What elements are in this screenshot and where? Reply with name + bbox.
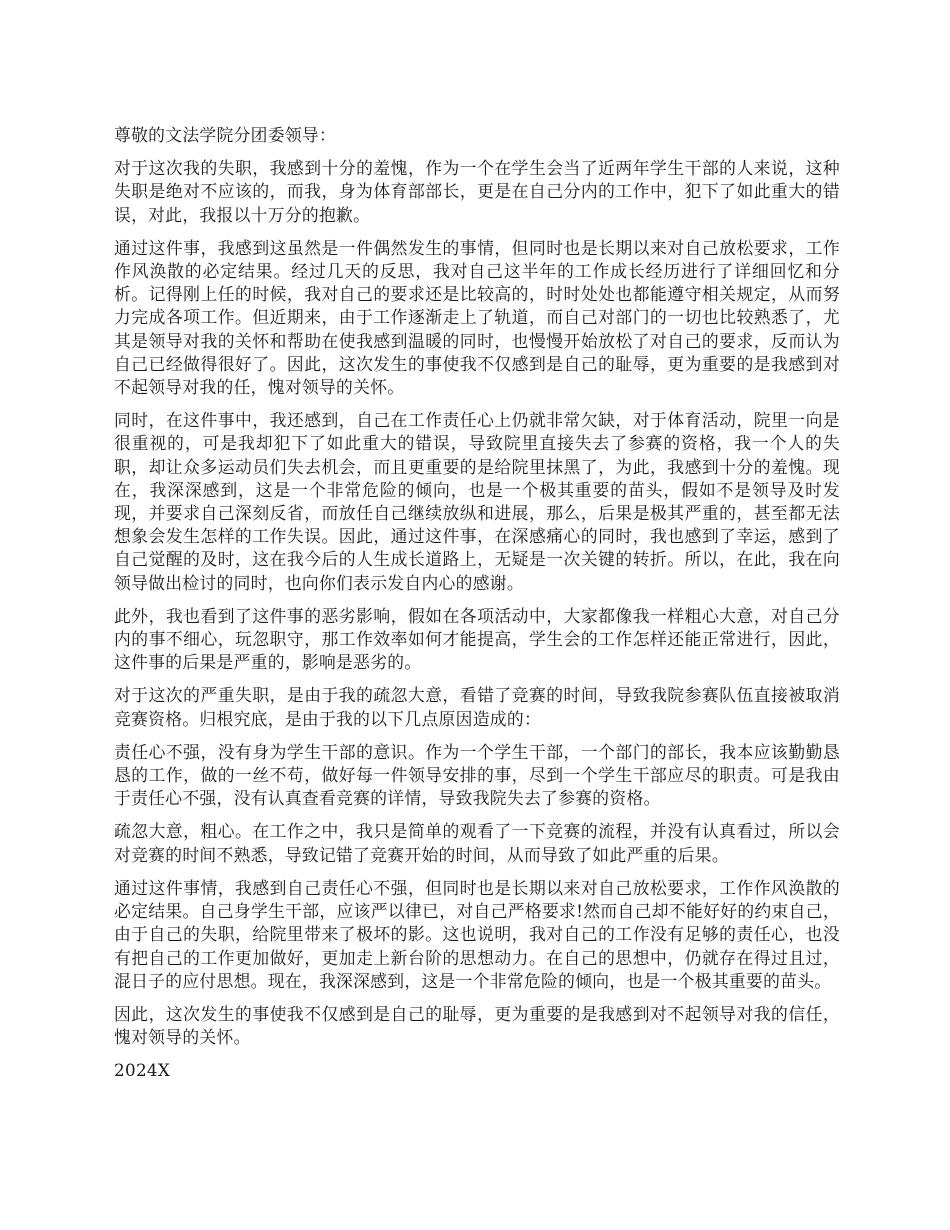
paragraph-9: 因此，这次发生的事使我不仅感到是自己的耻辱，更为重要的是我感到对不起领导对我的信任，愧对领导的关怀。 (114, 1003, 840, 1048)
paragraph-6: 责任心不强，没有身为学生干部的意识。作为一个学生干部，一个部门的部长，我本应该勤勤恳恳的工作，做的一丝不苟，做好每一件领导安排的事，尽到一个学生干部应尽的职责。可是我由于责任心不强，没有认真查看竞赛的详情，导致我院失去了参赛的资格。 (114, 741, 840, 809)
paragraph-2: 通过这件事，我感到这虽然是一件偶然发生的事情，但同时也是长期以来对自己放松要求，工作作风涣散的必定结果。经过几天的反思，我对自己这半年的工作成长经历进行了详细回忆和分析。记得刚上任的时候，我对自己的要求还是比较高的，时时处处也都能遵守相关规定，从而努力完成各项工作。但近期来，由于工作逐渐走上了轨道，而自己对部门的一切也比较熟悉了，尤其是领导对我的关怀和帮助在使我感到温暖的同时，也慢慢开始放松了对自己的要求，反而认为自己已经做得很好了。因此，这次发生的事使我不仅感到是自己的耻辱，更为重要的是我感到对不起领导对我的任，愧对领导的关怀。 (114, 237, 840, 398)
paragraph-5: 对于这次的严重失职，是由于我的疏忽大意，看错了竞赛的时间，导致我院参赛队伍直接被取消竞赛资格。归根究底，是由于我的以下几点原因造成的： (114, 685, 840, 729)
signature-date: 2024X (114, 1060, 171, 1081)
paragraph-8: 通过这件事情，我感到自己责任心不强，但同时也是长期以来对自己放松要求，工作作风涣散的必定结果。自己身学生干部，应该严以律已，对自己严格要求!然而自己却不能好好的约束自己，由于自己的失职，给院里带来了极坏的影。这也说明，我对自己的工作没有足够的责任心，也没有把自己的工作更加做好，更加走上新台阶的思想动力。在自己的思想中，仍就存在得过且过，混日子的应付思想。现在，我深深感到，这是一个非常危险的倾向，也是一个极其重要的苗头。 (114, 877, 840, 991)
paragraph-3: 同时，在这件事中，我还感到，自己在工作责任心上仍就非常欠缺，对于体育活动，院里一向是很重视的，可是我却犯下了如此重大的错误，导致院里直接失去了参赛的资格，我一个人的失职，却让众多运动员们失去机会，而且更重要的是给院里抹黑了，为此，我感到十分的羞愧。现在，我深深感到，这是一个非常危险的倾向，也是一个极其重要的苗头，假如不是领导及时发现，并要求自己深刻反省，而放任自己继续放纵和进展，那么，后果是极其严重的，甚至都无法想象会发生怎样的工作失误。因此，通过这件事，在深感痛心的同时，我也感到了幸运，感到了自己觉醒的及时，这在我今后的人生成长道路上，无疑是一次关键的转折。所以，在此，我在向领导做出检讨的同时，也向你们表示发自内心的感谢。 (114, 410, 840, 593)
paragraph-4: 此外，我也看到了这件事的恶劣影响，假如在各项活动中，大家都像我一样粗心大意，对自己分内的事不细心，玩忽职守，那工作效率如何才能提高，学生会的工作怎样还能正常进行，因此，这件事的后果是严重的，影响是恶劣的。 (114, 605, 840, 673)
paragraph-7: 疏忽大意，粗心。在工作之中，我只是简单的观看了一下竞赛的流程，并没有认真看过，所以会对竞赛的时间不熟悉，导致记错了竞赛开始的时间，从而导致了如此严重的后果。 (114, 821, 840, 865)
letter-document (114, 124, 840, 1093)
paragraph-1: 对于这次我的失职，我感到十分的羞愧，作为一个在学生会当了近两年学生干部的人来说，这种失职是绝对不应该的，而我，身为体育部部长，更是在自己分内的工作中，犯下了如此重大的错误，对此，我报以十万分的抱歉。 (114, 158, 840, 225)
salutation: 尊敬的文法学院分团委领导： (114, 125, 337, 145)
